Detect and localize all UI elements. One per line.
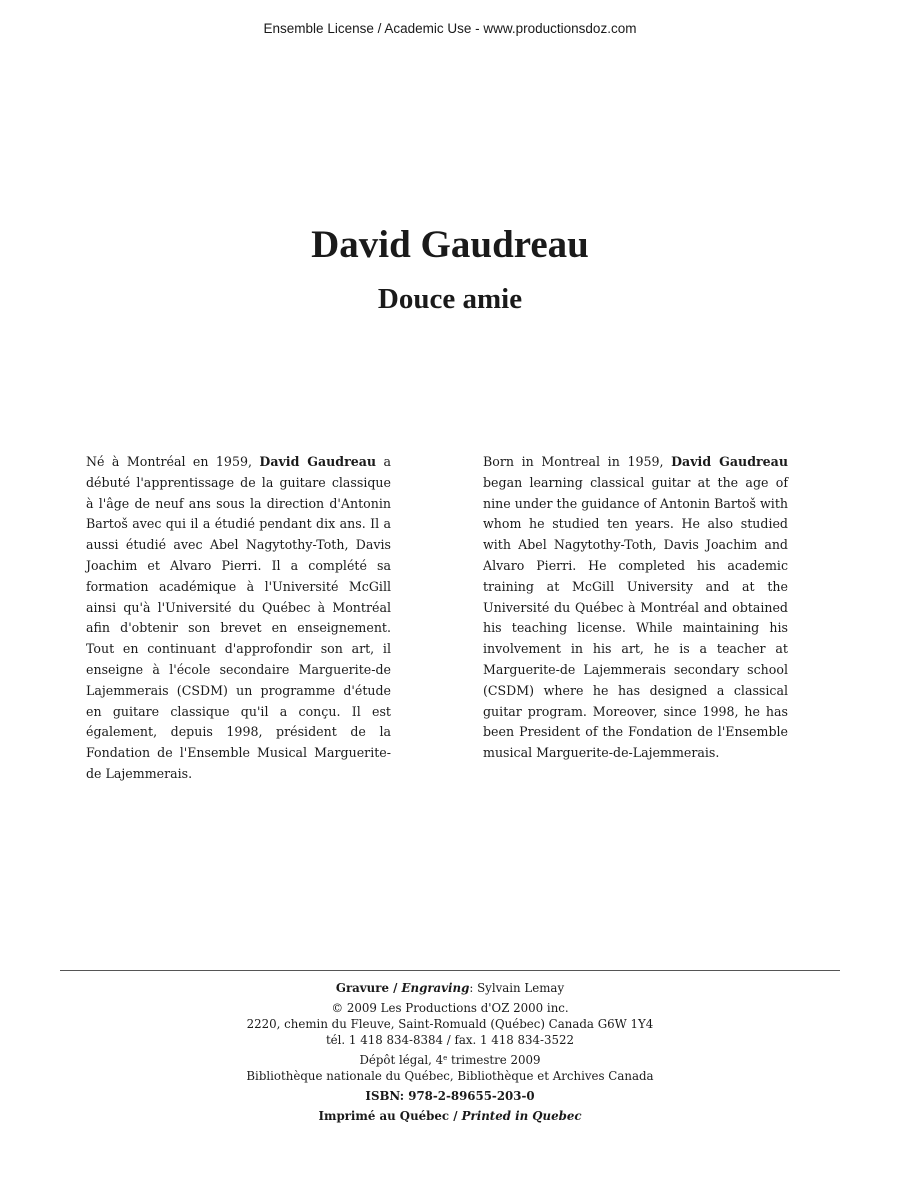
piece-title: Douce amie xyxy=(377,283,523,315)
engraving-credit xyxy=(0,980,900,996)
engraving-label-fr: Gravure xyxy=(335,981,389,995)
biography-french xyxy=(86,452,391,785)
bio-en-intro: Born in Montreal in 1959, xyxy=(483,454,672,469)
legal-deposit: Dépôt légal, 4e trimestre 2009 xyxy=(359,1053,541,1067)
bio-fr-body: a débuté l'apprentissage de la guitare classique à l'âge de neuf ans sous la direction d'Antonin Bartoš avec qui il a étudié pendant dix ans. Il a aussi étudié avec Abel Nagytothy-Toth, Davis Joachim et Alvaro Pierri. Il a complété sa formation académique à l'Université McGill ainsi qu'à l'Université du Québec à Montréal afin d'obtenir son brevet en enseignement. Tout en continuant d'approfondir son art, il enseigne à l'école secondaire Marguerite-de Lajemmerais (CSDM) un programme d'étude en guitare classique qu'il a conçu. Il est également, depuis 1998, président de la Fondation de l'Ensemble Musical Marguerite-de Lajemmerais. xyxy=(86,454,392,781)
bio-en-composer-name: David Gaudreau xyxy=(671,454,788,469)
biography-english xyxy=(483,452,788,764)
license-notice: Ensemble License / Academic Use - www.productionsdoz.com xyxy=(263,21,637,36)
publisher-phone: tél. 1 418 834-8384 / fax. 1 418 834-3522 xyxy=(325,1033,575,1047)
publisher-footer xyxy=(0,980,900,1124)
publisher-address: 2220, chemin du Fleuve, Saint-Romuald (Québec) Canada G6W 1Y4 xyxy=(246,1017,654,1031)
bio-fr-composer-name: David Gaudreau xyxy=(259,454,377,469)
engraving-separator: / xyxy=(388,981,402,995)
footer-divider xyxy=(60,970,840,971)
printed-in: Imprimé au Québec / Printed in Quebec xyxy=(318,1109,582,1123)
copyright-line: © 2009 Les Productions d'OZ 2000 inc. xyxy=(331,1001,569,1015)
isbn: ISBN: 978-2-89655-203-0 xyxy=(365,1089,535,1103)
library-line: Bibliothèque nationale du Québec, Bibliothèque et Archives Canada xyxy=(246,1069,654,1083)
printed-label-en: Printed in Quebec xyxy=(461,1109,582,1123)
engraver-name: : Sylvain Lemay xyxy=(469,981,565,995)
bio-fr-intro: Né à Montréal en 1959, xyxy=(86,454,260,469)
engraving-label-en: Engraving xyxy=(401,981,470,995)
bio-en-body: began learning classical guitar at the age of nine under the guidance of Antonin Bartoš with whom he studied ten years. He also studied with Abel Nagytothy-Toth, Davis Joachim and Alvaro Pierri. He completed his academic training at McGill University and at the Université du Québec à Montréal and obtained his teaching license. While maintaining his involvement in his art, he is a teacher at Marguerite-de Lajemmerais secondary school (CSDM) where he has designed a classical guitar program. Moreover, since 1998, he has been President of the Fondation de l'Ensemble musical Marguerite-de-Lajemmerais. xyxy=(483,474,788,761)
composer-name: David Gaudreau xyxy=(311,223,589,266)
printed-label-fr: Imprimé au Québec xyxy=(318,1109,450,1123)
